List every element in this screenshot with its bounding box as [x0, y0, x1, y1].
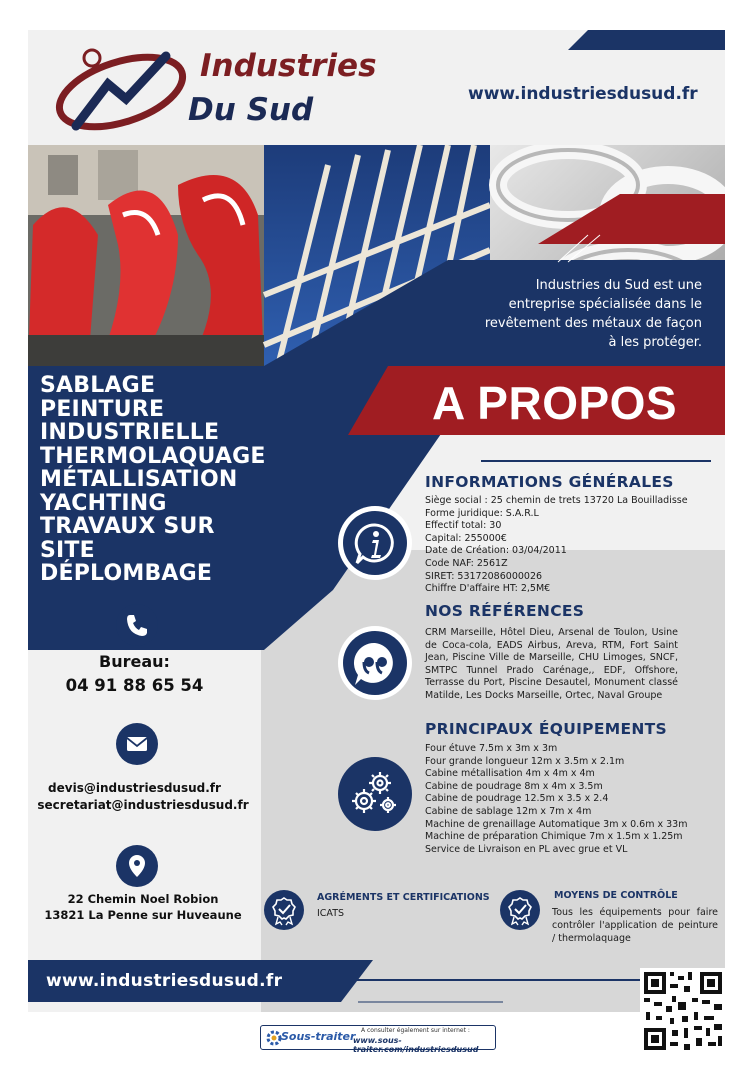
equipment-line: Service de Livraison en PL avec grue et VL: [425, 843, 628, 855]
equipment-line: Cabine de poudrage 8m x 4m x 3.5m: [425, 780, 603, 792]
qr-code[interactable]: [640, 968, 726, 1054]
info-lines: [425, 495, 720, 596]
service-item: YACHTING: [40, 490, 167, 516]
cert-badge-icon: [264, 890, 304, 930]
service-item: PEINTURE: [40, 396, 165, 422]
equipment-line: Cabine métallisation 4m x 4m x 4m: [425, 768, 595, 780]
service-item: MÉTALLISATION: [40, 467, 238, 492]
info-title: INFORMATIONS GÉNÉRALES: [425, 473, 674, 491]
badge-url: www.sous-traiter.com/industriesdusud: [353, 1036, 479, 1054]
equipment-line: Four étuve 7.5m x 3m x 3m: [425, 743, 558, 754]
service-item: THERMOLAQUAGE: [40, 443, 266, 469]
control-badge-icon: [500, 890, 540, 930]
brochure-page: [28, 30, 725, 1012]
sous-traiter-badge[interactable]: [260, 1025, 496, 1054]
info-line: Chiffre D'affaire HT: 2,5M€: [425, 583, 551, 595]
info-line: Siège social : 25 chemin de trets 13720 La Bouilladisse: [425, 495, 688, 506]
location-pin-icon: [116, 845, 158, 887]
service-item: SITE: [40, 537, 95, 563]
equipment-line: Cabine de sablage 12m x 7m x 4m: [425, 805, 592, 817]
references-title: NOS RÉFÉRENCES: [425, 602, 585, 620]
equipment-title: PRINCIPAUX ÉQUIPEMENTS: [425, 720, 667, 738]
quote-icon: [343, 631, 407, 695]
controls-text: Tous les équipements pour faire contrôler l'application de peinture / thermolaquage: [552, 907, 718, 944]
address-line1: 22 Chemin Noel Robion: [67, 892, 219, 906]
footer-website-link[interactable]: www.industriesdusud.fr: [46, 971, 283, 991]
qr-code-icon: [640, 968, 726, 1054]
phone-icon: [116, 604, 158, 646]
header-website-link[interactable]: www.industriesdusud.fr: [468, 84, 698, 104]
info-icon: [343, 511, 407, 575]
equipment-lines: [425, 743, 720, 856]
info-line: Date de Création: 03/04/2011: [425, 545, 567, 557]
service-item: SABLAGE: [40, 373, 156, 398]
email-secretariat[interactable]: secretariat@industriesdusud.fr: [37, 798, 249, 812]
service-item: INDUSTRIELLE: [40, 420, 220, 445]
service-item: TRAVAUX SUR: [40, 514, 215, 539]
phone-label: Bureau:: [99, 652, 170, 671]
about-title: A PROPOS: [432, 377, 678, 429]
equipment-line: Cabine de poudrage 12.5m x 3.5 x 2.4: [425, 793, 609, 805]
info-line: SIRET: 53172086000026: [425, 570, 543, 582]
badge-brand: Sous-traiter: [281, 1030, 356, 1043]
info-line: Effectif total: 30: [425, 520, 502, 532]
services-list: [40, 374, 340, 586]
email-devis[interactable]: devis@industriesdusud.fr: [48, 781, 221, 795]
references-text: CRM Marseille, Hôtel Dieu, Arsenal de Toulon, Usine de Coca-cola, EADS Airbus, Areva, RTM, Fort Saint Jean, Piscine Ville de Marseille, CHU Limoges, SNCF, SMTPC Tunnel Prado Carénage,, EDF, Offshore, Terrasse du Port, Piscine Desautel, Monument classé Matilde, Les Docks Marseille, Ortec, Naval Groupe: [425, 627, 678, 701]
certifications-title: AGRÉMENTS ET CERTIFICATIONS: [317, 892, 490, 903]
controls-title: MOYENS DE CONTRÔLE: [554, 890, 678, 901]
badge-small-text: A consulter également sur internet :: [361, 1027, 470, 1034]
intro-text: Industries du Sud est une entreprise spécialisée dans le revêtement des métaux de façon à les protéger.: [484, 278, 702, 350]
phone-number[interactable]: 04 91 88 65 54: [65, 676, 204, 695]
equipment-line: Machine de grenaillage Automatique 3m x 0.6m x 33m: [425, 818, 688, 830]
logo-line1: Industries: [200, 48, 377, 84]
info-line: Code NAF: 2561Z: [425, 557, 508, 569]
equipment-line: Four grande longueur 12m x 3.5m x 2.1m: [425, 755, 625, 767]
logo-line2: Du Sud: [188, 92, 314, 128]
certifications-text: ICATS: [317, 908, 345, 919]
service-item: DÉPLOMBAGE: [40, 561, 213, 586]
info-line: Forme juridique: S.A.R.L: [425, 507, 539, 519]
mail-icon: [116, 723, 158, 765]
equipment-line: Machine de préparation Chimique 7m x 1.5m x 1.25m: [425, 831, 683, 843]
address-line2: 13821 La Penne sur Huveaune: [44, 908, 242, 922]
info-line: Capital: 255000€: [425, 532, 507, 544]
gears-icon: [338, 757, 412, 831]
